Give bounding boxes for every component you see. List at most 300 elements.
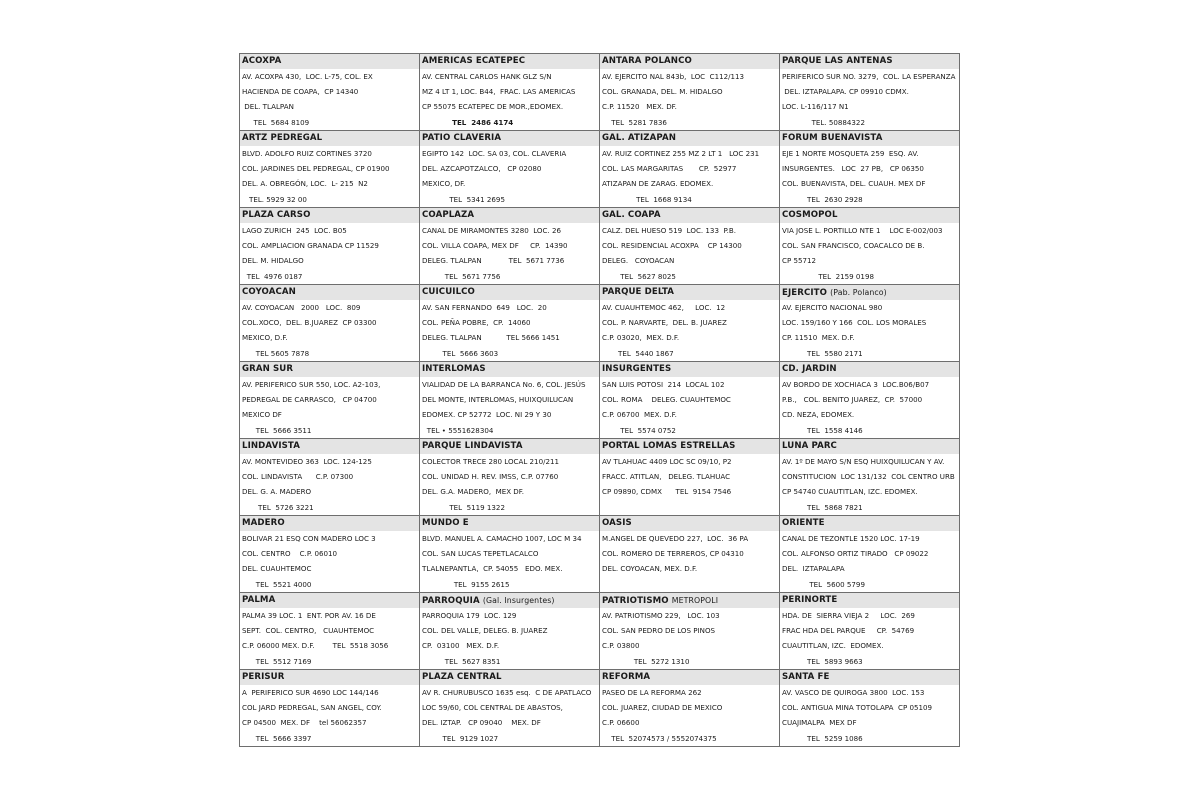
branch-address-line: CANAL DE TEZONTLE 1520 LOC. 17-19 — [782, 533, 920, 543]
branch-address-line: AV. CENTRAL CARLOS HANK GLZ S/N — [422, 71, 552, 81]
branch-name-header — [600, 593, 779, 608]
branch-phone: TEL 4976 0187 — [240, 271, 303, 281]
branch-address-line: A PERIFERICO SUR 4690 LOC 144/146 — [242, 687, 379, 697]
branch-cell — [240, 362, 420, 439]
branch-address-line: COL. GRANADA, DEL. M. HIDALGO — [602, 87, 723, 97]
branch-name: EJERCITO — [782, 288, 828, 298]
branch-cell — [600, 131, 780, 208]
branch-address-line: DEL MONTE, INTERLOMAS, HUIXQUILUCAN — [422, 395, 574, 405]
branch-cell — [780, 362, 960, 439]
branch-name-header — [240, 285, 419, 300]
branch-address-line: AV. PERIFERICO SUR 550, LOC. A2-103, — [242, 379, 381, 389]
branch-address-line: VIALIDAD DE LA BARRANCA No. 6, COL. JESÚS — [422, 379, 586, 389]
branch-phone: TEL • 5551628304 — [420, 425, 494, 435]
branch-address-line: DELEG. TLALPAN TEL 5671 7736 — [422, 256, 565, 266]
branch-name: PARQUE LINDAVISTA — [422, 441, 523, 451]
branch-cell — [420, 54, 600, 131]
branch-address-line: CP. 11510 MEX. D.F. — [782, 333, 855, 343]
branch-card — [780, 131, 959, 207]
branch-cell — [780, 593, 960, 670]
branch-cell — [780, 670, 960, 747]
branch-phone: TEL 5666 3397 — [240, 733, 312, 743]
branch-name: PLAZA CARSO — [242, 210, 311, 220]
branch-address-line: C.P. 06700 MEX. D.F. — [602, 410, 677, 420]
branch-cell — [780, 516, 960, 593]
branch-cell — [600, 208, 780, 285]
branch-name: CD. JARDIN — [782, 364, 837, 374]
branch-address-line: COL. JARDINES DEL PEDREGAL, CP 01900 — [242, 164, 390, 174]
branch-phone: TEL 52074573 / 5552074375 — [600, 733, 717, 743]
branch-name-header — [240, 208, 419, 223]
branch-card — [780, 439, 959, 515]
branch-address-line: COL. SAN FRANCISCO, COACALCO DE B. — [782, 241, 925, 251]
branch-name: COYOACAN — [242, 287, 296, 297]
branch-name-header — [240, 593, 419, 608]
branch-address-line: CD. NEZA, EDOMEX. — [782, 410, 855, 420]
branch-card — [600, 208, 779, 284]
branch-address-line: COL. VILLA COAPA, MEX DF CP. 14390 — [422, 241, 568, 251]
branch-name-header — [600, 208, 779, 223]
branch-phone: TEL 5600 5799 — [780, 579, 865, 589]
branch-card — [240, 516, 419, 592]
branch-card — [600, 362, 779, 438]
directory-row — [240, 439, 960, 516]
branch-name: ANTARA POLANCO — [602, 56, 692, 66]
branch-card — [240, 593, 419, 669]
branch-cell — [420, 362, 600, 439]
branch-name: PARQUE DELTA — [602, 287, 675, 297]
branch-address-line: DELEG. COYOACAN — [602, 256, 675, 266]
branch-name: INSURGENTES — [602, 364, 672, 374]
branch-address-line: EDOMEX. CP 52772 LOC. NI 29 Y 30 — [422, 410, 552, 420]
branch-address-line: DEL. TLALPAN — [242, 102, 294, 112]
branch-address-line: PASEO DE LA REFORMA 262 — [602, 687, 702, 697]
branch-cell — [240, 593, 420, 670]
branch-cell — [240, 670, 420, 747]
branch-name-header — [600, 439, 779, 454]
branch-phone: TEL 1668 9134 — [600, 194, 692, 204]
branch-name-header — [780, 54, 959, 69]
branch-name-header — [240, 439, 419, 454]
branch-name-header — [780, 208, 959, 223]
branch-phone: TEL 5893 9663 — [780, 656, 863, 666]
branch-address-line: PERIFERICO SUR NO. 3279, COL. LA ESPERANZA — [782, 71, 956, 81]
branch-address-line: CUAJIMALPA MEX DF — [782, 718, 857, 728]
branch-name: GAL. ATIZAPAN — [602, 133, 677, 143]
branch-address-line: LAGO ZURICH 245 LOC. B05 — [242, 225, 347, 235]
branch-cell — [780, 285, 960, 362]
branch-address-line: COL. CENTRO C.P. 06010 — [242, 549, 338, 559]
branch-name-header — [420, 285, 599, 300]
branch-name: SANTA FE — [782, 672, 830, 682]
branch-phone: TEL 5627 8351 — [420, 656, 501, 666]
branch-name: CUICUILCO — [422, 287, 475, 297]
branch-phone: TEL 5259 1086 — [780, 733, 863, 743]
branch-phone: TEL 5440 1867 — [600, 348, 674, 358]
branch-name: AMERICAS ECATEPEC — [422, 56, 526, 66]
branch-address-line: DEL. M. HIDALGO — [242, 256, 304, 266]
branch-address-line: COL. SAN PEDRO DE LOS PINOS — [602, 626, 716, 636]
branch-name: PATIO CLAVERIA — [422, 133, 502, 143]
branch-address-line: COL.XOCO, DEL. B.JUAREZ CP 03300 — [242, 318, 377, 328]
branch-card — [420, 593, 599, 669]
branch-address-line: AV. MONTEVIDEO 363 LOC. 124-125 — [242, 456, 372, 466]
branch-name-header — [600, 670, 779, 685]
branch-address-line: COL. DEL VALLE, DELEG. B. JUAREZ — [422, 626, 548, 636]
branch-phone: TEL. 5929 32 00 — [240, 194, 307, 204]
branch-address-line: AV TLAHUAC 4409 LOC SC 09/10, P2 — [602, 456, 732, 466]
branch-address-line: DEL. G. A. MADERO — [242, 487, 312, 497]
branch-name: PARQUE LAS ANTENAS — [782, 56, 893, 66]
branch-card — [240, 54, 419, 130]
branch-name: REFORMA — [602, 672, 651, 682]
branch-phone: TEL 5671 7756 — [420, 271, 501, 281]
branch-cell — [780, 131, 960, 208]
branch-address-line: CALZ. DEL HUESO 519 LOC. 133 P.B. — [602, 225, 737, 235]
branch-subtitle: (Pab. Polanco) — [830, 288, 887, 297]
branch-cell — [240, 54, 420, 131]
branch-address-line: DEL. IZTAPALAPA — [782, 564, 845, 574]
branch-address-line: DEL. CUAUHTEMOC — [242, 564, 312, 574]
branch-address-line: AV. 1º DE MAYO S/N ESQ HUIXQUILUCAN Y AV. — [782, 456, 945, 466]
branch-phone: TEL 2486 4174 — [420, 117, 514, 127]
branch-address-line: ATIZAPAN DE ZARAG. EDOMEX. — [602, 179, 714, 189]
branch-name-header — [780, 516, 959, 531]
branch-address-line: CANAL DE MIRAMONTES 3280 LOC. 26 — [422, 225, 561, 235]
branch-address-line: C.P. 06000 MEX. D.F. TEL 5518 3056 — [242, 641, 389, 651]
branch-name-header — [240, 131, 419, 146]
branch-address-line: AV. COYOACAN 2000 LOC. 809 — [242, 302, 361, 312]
branch-phone: TEL 5521 4000 — [240, 579, 312, 589]
branch-address-line: PARROQUIA 179 LOC. 129 — [422, 610, 517, 620]
branch-name-header — [420, 439, 599, 454]
branch-card — [780, 208, 959, 284]
branch-cell — [420, 516, 600, 593]
branch-card — [240, 670, 419, 746]
branch-card — [600, 285, 779, 361]
directory-row — [240, 362, 960, 439]
branch-phone: TEL 5868 7821 — [780, 502, 863, 512]
branch-cell — [780, 54, 960, 131]
branch-address-line: CP 54740 CUAUTITLAN, IZC. EDOMEX. — [782, 487, 918, 497]
directory-row — [240, 670, 960, 747]
branch-phone: TEL 5605 7878 — [240, 348, 310, 358]
branch-name-header — [240, 670, 419, 685]
branch-address-line: C.P. 06600 — [602, 718, 640, 728]
branch-cell — [240, 439, 420, 516]
branch-address-line: CUAUTITLAN, IZC. EDOMEX. — [782, 641, 884, 651]
branch-address-line: COL. BUENAVISTA, DEL. CUAUH. MEX DF — [782, 179, 926, 189]
branch-card — [780, 362, 959, 438]
branch-card — [600, 439, 779, 515]
branch-name-header — [240, 54, 419, 69]
directory-row — [240, 285, 960, 362]
branch-card — [780, 285, 959, 361]
directory-row — [240, 54, 960, 131]
branch-address-line: CP 09890, CDMX TEL 9154 7546 — [602, 487, 732, 497]
branch-card — [780, 54, 959, 130]
branch-address-line: FRAC HDA DEL PARQUE CP. 54769 — [782, 626, 915, 636]
branch-card — [240, 439, 419, 515]
branch-address-line: PEDREGAL DE CARRASCO, CP 04700 — [242, 395, 377, 405]
branch-address-line: AV. ACOXPA 430, LOC. L-75, COL. EX — [242, 71, 373, 81]
branch-address-line: MEXICO, DF. — [422, 179, 466, 189]
branch-name-header — [420, 362, 599, 377]
branch-cell — [600, 285, 780, 362]
branch-name: MUNDO E — [422, 518, 469, 528]
branch-address-line: AV. SAN FERNANDO 649 LOC. 20 — [422, 302, 547, 312]
branch-address-line: SEPT. COL. CENTRO, CUAUHTEMOC — [242, 626, 375, 636]
branch-cell — [240, 285, 420, 362]
branch-name-header — [780, 285, 959, 300]
branch-address-line: COL. LINDAVISTA C.P. 07300 — [242, 472, 354, 482]
branch-address-line: AV. CUAUHTEMOC 462, LOC. 12 — [602, 302, 726, 312]
branch-address-line: CP 55712 — [782, 256, 817, 266]
branch-card — [780, 593, 959, 669]
branch-address-line: COL. JUAREZ, CIUDAD DE MEXICO — [602, 703, 723, 713]
branch-name-header — [780, 439, 959, 454]
branch-name-header — [600, 516, 779, 531]
branch-phone: TEL 5684 8109 — [240, 117, 310, 127]
branch-card — [240, 362, 419, 438]
branch-address-line: C.P. 03800 — [602, 641, 640, 651]
branch-name: PERISUR — [242, 672, 285, 682]
branch-address-line: INSURGENTES. LOC 27 PB, CP 06350 — [782, 164, 924, 174]
branch-address-line: HACIENDA DE COAPA, CP 14340 — [242, 87, 359, 97]
branch-name: PORTAL LOMAS ESTRELLAS — [602, 441, 736, 451]
branch-card — [600, 593, 779, 669]
branch-address-line: LOC. 159/160 Y 166 COL. LOS MORALES — [782, 318, 927, 328]
branch-name: ORIENTE — [782, 518, 825, 528]
directory-row — [240, 208, 960, 285]
branch-cell — [780, 439, 960, 516]
branch-cell — [780, 208, 960, 285]
branch-cell — [600, 439, 780, 516]
branch-name-header — [240, 516, 419, 531]
branch-address-line: AV R. CHURUBUSCO 1635 esq. C DE APATLACO — [422, 687, 592, 697]
branch-cell — [420, 131, 600, 208]
branch-name: FORUM BUENAVISTA — [782, 133, 883, 143]
branch-address-line: BLVD. MANUEL A. CAMACHO 1007, LOC M 34 — [422, 533, 582, 543]
branch-address-line: EGIPTO 142 LOC. SA 03, COL. CLAVERIA — [422, 148, 567, 158]
branch-name: PARROQUIA — [422, 596, 480, 606]
branch-card — [240, 131, 419, 207]
branch-card — [600, 131, 779, 207]
branch-card — [420, 362, 599, 438]
branch-address-line: BLVD. ADOLFO RUIZ CORTINES 3720 — [242, 148, 372, 158]
branch-address-line: C.P. 03020, MEX. D.F. — [602, 333, 680, 343]
branch-address-line: CP 04500 MEX. DF tel 56062357 — [242, 718, 367, 728]
branch-cell — [240, 208, 420, 285]
branch-cell — [600, 516, 780, 593]
branch-address-line: FRACC. ATITLAN, DELEG. TLAHUAC — [602, 472, 731, 482]
branch-name-header — [420, 54, 599, 69]
branch-name: GAL. COAPA — [602, 210, 661, 220]
branch-address-line: AV. VASCO DE QUIROGA 3800 LOC. 153 — [782, 687, 925, 697]
branch-phone: TEL 5281 7836 — [600, 117, 667, 127]
branch-phone: TEL 5580 2171 — [780, 348, 863, 358]
branch-card — [420, 516, 599, 592]
branch-address-line: AV. PATRIOTISMO 229, LOC. 103 — [602, 610, 720, 620]
branch-name-header — [420, 208, 599, 223]
branch-address-line: COL. ROMERO DE TERREROS, CP 04310 — [602, 549, 744, 559]
branch-address-line: MEXICO, D.F. — [242, 333, 288, 343]
branch-address-line: COL. P. NARVARTE, DEL. B. JUAREZ — [602, 318, 727, 328]
branch-card — [240, 208, 419, 284]
branch-name: COSMOPOL — [782, 210, 838, 220]
branch-card — [780, 670, 959, 746]
branch-name-header — [420, 593, 599, 608]
branch-phone: TEL 5574 0752 — [600, 425, 676, 435]
branch-name-header — [780, 670, 959, 685]
branch-phone: TEL 1558 4146 — [780, 425, 863, 435]
branch-address-line: EJE 1 NORTE MOSQUETA 259 ESQ. AV. — [782, 148, 919, 158]
branch-name-header — [600, 131, 779, 146]
branch-name: GRAN SUR — [242, 364, 294, 374]
branch-card — [780, 516, 959, 592]
branch-subtitle: (Gal. Insurgentes) — [482, 596, 555, 605]
branch-address-line: COL. PEÑA POBRE, CP. 14060 — [422, 318, 531, 328]
branch-name: LINDAVISTA — [242, 441, 300, 451]
branch-name: ACOXPA — [242, 56, 282, 66]
branch-address-line: M.ANGEL DE QUEVEDO 227, LOC. 36 PA — [602, 533, 749, 543]
branch-cell — [420, 285, 600, 362]
branch-address-line: AV. EJERCITO NACIONAL 980 — [782, 302, 883, 312]
branch-name: PALMA — [242, 595, 276, 605]
branch-phone: TEL 2159 0198 — [780, 271, 874, 281]
branch-name-header — [600, 362, 779, 377]
branch-name-header — [600, 54, 779, 69]
branch-name: MADERO — [242, 518, 285, 528]
branch-address-line: DEL. IZTAPALAPA. CP 09910 CDMX. — [782, 87, 909, 97]
branch-cell — [600, 593, 780, 670]
branch-phone: TEL 5119 1322 — [420, 502, 505, 512]
branch-cell — [420, 439, 600, 516]
branch-address-line: TLALNEPANTLA, CP. 54055 EDO. MEX. — [422, 564, 563, 574]
branch-address-line: COL. ANTIGUA MINA TOTOLAPA CP 05109 — [782, 703, 933, 713]
branch-name-header — [780, 131, 959, 146]
branch-address-line: MZ 4 LT 1, LOC. B44, FRAC. LAS AMERICAS — [422, 87, 576, 97]
branch-address-line: DEL. AZCAPOTZALCO, CP 02080 — [422, 164, 542, 174]
branch-address-line: COL. ALFONSO ORTIZ TIRADO CP 09022 — [782, 549, 929, 559]
branch-card — [420, 208, 599, 284]
branch-address-line: CP 55075 ECATEPEC DE MOR.,EDOMEX. — [422, 102, 564, 112]
branch-card — [420, 54, 599, 130]
branch-phone: TEL 9129 1027 — [420, 733, 499, 743]
branch-address-line: COLECTOR TRECE 280 LOCAL 210/211 — [422, 456, 560, 466]
directory-row — [240, 131, 960, 208]
branch-address-line: COL. AMPLIACION GRANADA CP 11529 — [242, 241, 379, 251]
branch-address-line: COL. LAS MARGARITAS CP. 52977 — [602, 164, 737, 174]
branch-address-line: COL JARD PEDREGAL, SAN ANGEL, COY. — [242, 703, 382, 713]
branch-phone: TEL 5341 2695 — [420, 194, 505, 204]
branch-directory-body — [240, 54, 960, 747]
branch-address-line: COL. SAN LUCAS TEPETLACALCO — [422, 549, 539, 559]
branch-name: COAPLAZA — [422, 210, 475, 220]
branch-cell — [600, 54, 780, 131]
branch-address-line: DEL. IZTAP. CP 09040 MEX. DF — [422, 718, 541, 728]
branch-address-line: HDA. DE SIERRA VIEJA 2 LOC. 269 — [782, 610, 915, 620]
branch-name-header — [420, 131, 599, 146]
branch-address-line: DEL. A. OBREGÓN, LOC. L- 215 N2 — [242, 179, 368, 189]
branch-name-header — [240, 362, 419, 377]
branch-phone: TEL 5726 3221 — [240, 502, 314, 512]
branch-address-line: LOC. L-116/117 N1 — [782, 102, 849, 112]
directory-row — [240, 593, 960, 670]
branch-cell — [600, 670, 780, 747]
branch-card — [420, 131, 599, 207]
branch-name-header — [780, 362, 959, 377]
branch-address-line: BOLIVAR 21 ESQ CON MADERO LOC 3 — [242, 533, 376, 543]
branch-card — [600, 670, 779, 746]
branch-cell — [600, 362, 780, 439]
branch-address-line: LOC 59/60, COL CENTRAL DE ABASTOS, — [422, 703, 563, 713]
branch-address-line: SAN LUIS POTOSI 214 LOCAL 102 — [602, 379, 725, 389]
branch-cell — [420, 208, 600, 285]
branch-address-line: AV. RUIZ CORTINEZ 255 MZ 2 LT 1 LOC 231 — [602, 148, 760, 158]
branch-address-line: DELEG. TLALPAN TEL 5666 1451 — [422, 333, 560, 343]
branch-cell — [420, 670, 600, 747]
branch-phone: TEL 5627 8025 — [600, 271, 676, 281]
branch-card — [420, 670, 599, 746]
directory-row — [240, 516, 960, 593]
branch-subtitle: METROPOLI — [671, 596, 719, 605]
branch-name: PERINORTE — [782, 595, 838, 605]
branch-address-line: AV BORDO DE XOCHIACA 3 LOC.B06/B07 — [782, 379, 930, 389]
branch-name: LUNA PARC — [782, 441, 837, 451]
branch-phone — [600, 577, 779, 592]
branch-phone: TEL 5512 7169 — [240, 656, 312, 666]
branch-phone: TEL 9155 2615 — [420, 579, 510, 589]
branch-phone: TEL 5666 3603 — [420, 348, 499, 358]
branch-address-line: COL. UNIDAD H. REV. IMSS, C.P. 07760 — [422, 472, 559, 482]
branch-phone — [600, 500, 779, 515]
branch-address-line: AV. EJERCITO NAL 843b, LOC C112/113 — [602, 71, 745, 81]
branch-address-line: DEL. COYOACAN, MEX. D.F. — [602, 564, 698, 574]
branch-phone: TEL 5666 3511 — [240, 425, 312, 435]
branch-cell — [420, 593, 600, 670]
branch-address-line: CP. 03100 MEX. D.F. — [422, 641, 500, 651]
branch-card — [240, 285, 419, 361]
branch-cell — [240, 131, 420, 208]
branch-name: INTERLOMAS — [422, 364, 486, 374]
branch-phone: TEL 2630 2928 — [780, 194, 863, 204]
branch-name-header — [600, 285, 779, 300]
branch-name: ARTZ PEDREGAL — [242, 133, 323, 143]
branch-address-line: COL. ROMA DELEG. CUAUHTEMOC — [602, 395, 731, 405]
branch-name-header — [420, 516, 599, 531]
branch-directory-table — [239, 53, 960, 747]
branch-name-header — [420, 670, 599, 685]
branch-phone: TEL 5272 1310 — [600, 656, 690, 666]
branch-address-line: VIA JOSE L. PORTILLO NTE 1 LOC E-002/003 — [782, 225, 943, 235]
branch-name: PLAZA CENTRAL — [422, 672, 502, 682]
branch-address-line: CONSTITUCION LOC 131/132 COL CENTRO URB — [782, 472, 955, 482]
branch-name: OASIS — [602, 518, 632, 528]
branch-address-line: C.P. 11520 MEX. DF. — [602, 102, 677, 112]
branch-address-line: DEL. G.A. MADERO, MEX DF. — [422, 487, 524, 497]
branch-cell — [240, 516, 420, 593]
branch-card — [420, 439, 599, 515]
branch-address-line: MEXICO DF — [242, 410, 282, 420]
branch-card — [600, 516, 779, 592]
branch-address-line: PALMA 39 LOC. 1 ENT. POR AV. 16 DE — [242, 610, 376, 620]
branch-card — [600, 54, 779, 130]
branch-name-header — [780, 593, 959, 608]
branch-phone: TEL. 50884322 — [780, 117, 865, 127]
branch-address-line: P.B., COL. BENITO JUAREZ, CP. 57000 — [782, 395, 923, 405]
branch-name: PATRIOTISMO — [602, 596, 669, 606]
